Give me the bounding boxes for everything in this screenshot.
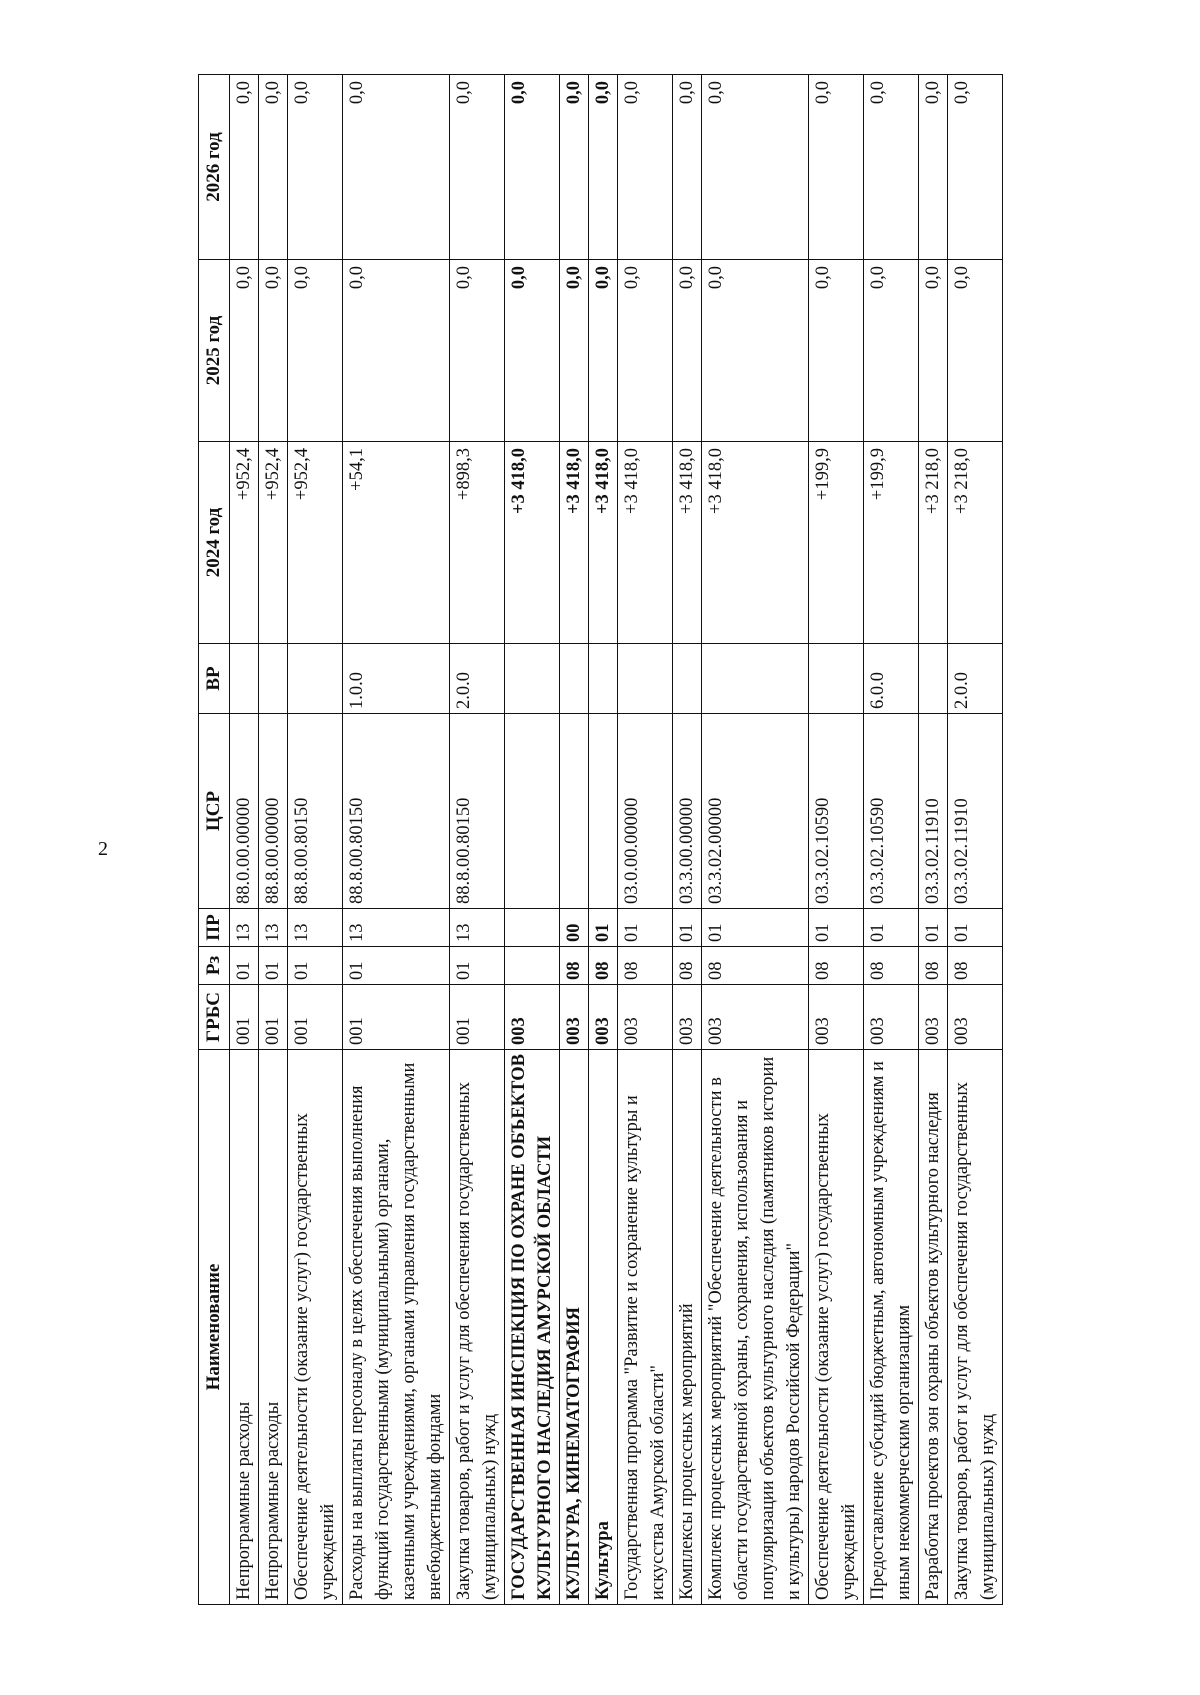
cell-pr: 13	[230, 909, 259, 947]
cell-csr	[589, 714, 618, 909]
cell-2026: 0,0	[864, 75, 919, 260]
cell-rz: 08	[673, 947, 702, 985]
table-row	[702, 75, 809, 1605]
cell-name: Закупка товаров, работ и услуг для обеспечения государственных (муниципальных) нужд	[450, 1050, 505, 1605]
table-row	[589, 75, 618, 1605]
rotated-table-container	[198, 75, 1058, 1605]
table-header-row	[199, 75, 230, 1605]
cell-csr	[560, 714, 589, 909]
cell-2025: 0,0	[673, 260, 702, 442]
cell-csr: 88.8.00.00000	[259, 714, 288, 909]
table-row	[948, 75, 1003, 1605]
cell-pr: 13	[343, 909, 450, 947]
cell-grbs: 003	[948, 985, 1003, 1050]
cell-vr	[809, 644, 864, 714]
cell-2024: +3 218,0	[948, 442, 1003, 644]
header-2026: 2026 год	[199, 75, 230, 260]
cell-vr: 2.0.0	[948, 644, 1003, 714]
cell-csr: 88.0.00.00000	[230, 714, 259, 909]
cell-rz: 08	[702, 947, 809, 985]
cell-pr: 01	[702, 909, 809, 947]
cell-vr	[589, 644, 618, 714]
cell-2024: +3 418,0	[702, 442, 809, 644]
cell-2025: 0,0	[809, 260, 864, 442]
cell-grbs: 001	[288, 985, 343, 1050]
cell-csr: 03.3.02.10590	[809, 714, 864, 909]
header-2025: 2025 год	[199, 260, 230, 442]
cell-2026: 0,0	[343, 75, 450, 260]
cell-rz: 01	[259, 947, 288, 985]
cell-2024: +54,1	[343, 442, 450, 644]
cell-2024: +3 218,0	[919, 442, 948, 644]
cell-2025: 0,0	[450, 260, 505, 442]
cell-pr	[505, 909, 560, 947]
cell-grbs: 001	[230, 985, 259, 1050]
cell-2026: 0,0	[589, 75, 618, 260]
cell-pr: 01	[673, 909, 702, 947]
table-row	[919, 75, 948, 1605]
header-name: Наименование	[199, 1050, 230, 1605]
cell-grbs: 001	[259, 985, 288, 1050]
cell-2025: 0,0	[259, 260, 288, 442]
cell-2026: 0,0	[673, 75, 702, 260]
cell-2026: 0,0	[560, 75, 589, 260]
cell-2026: 0,0	[259, 75, 288, 260]
cell-rz: 08	[809, 947, 864, 985]
cell-grbs: 003	[618, 985, 673, 1050]
cell-2024: +952,4	[288, 442, 343, 644]
cell-2025: 0,0	[505, 260, 560, 442]
cell-pr: 01	[948, 909, 1003, 947]
cell-grbs: 003	[589, 985, 618, 1050]
cell-2024: +952,4	[230, 442, 259, 644]
table-row	[230, 75, 259, 1605]
cell-2025: 0,0	[702, 260, 809, 442]
cell-name: Комплекс процессных мероприятий "Обеспечение деятельности в области государственной охраны, сохранения, использования и популяризации объектов культурного наследия (памятников истории и культуры) народов Российской Федерации"	[702, 1050, 809, 1605]
cell-csr: 03.3.02.00000	[702, 714, 809, 909]
cell-rz: 08	[919, 947, 948, 985]
cell-2024: +3 418,0	[673, 442, 702, 644]
cell-vr	[288, 644, 343, 714]
cell-2025: 0,0	[343, 260, 450, 442]
cell-name: Обеспечение деятельности (оказание услуг) государственных учреждений	[288, 1050, 343, 1605]
cell-vr	[230, 644, 259, 714]
cell-csr: 88.8.00.80150	[450, 714, 505, 909]
cell-pr: 13	[450, 909, 505, 947]
table-row	[343, 75, 450, 1605]
cell-pr: 01	[919, 909, 948, 947]
table-row	[560, 75, 589, 1605]
cell-name: Предоставление субсидий бюджетным, автономным учреждениям и иным некоммерческим организациям	[864, 1050, 919, 1605]
cell-pr: 00	[560, 909, 589, 947]
header-rz: Рз	[199, 947, 230, 985]
table-row	[259, 75, 288, 1605]
cell-rz: 08	[864, 947, 919, 985]
table-row	[673, 75, 702, 1605]
cell-2026: 0,0	[809, 75, 864, 260]
cell-2026: 0,0	[702, 75, 809, 260]
cell-rz: 01	[343, 947, 450, 985]
cell-vr	[259, 644, 288, 714]
cell-vr: 2.0.0	[450, 644, 505, 714]
cell-rz: 08	[589, 947, 618, 985]
table-row	[618, 75, 673, 1605]
cell-pr: 01	[809, 909, 864, 947]
cell-csr: 03.3.02.11910	[948, 714, 1003, 909]
cell-vr	[560, 644, 589, 714]
cell-pr: 01	[589, 909, 618, 947]
header-csr: ЦСР	[199, 714, 230, 909]
header-vr: ВР	[199, 644, 230, 714]
table-row	[450, 75, 505, 1605]
table-row	[809, 75, 864, 1605]
cell-rz	[505, 947, 560, 985]
cell-vr	[919, 644, 948, 714]
cell-pr: 13	[288, 909, 343, 947]
header-grbs: ГРБС	[199, 985, 230, 1050]
cell-rz: 01	[450, 947, 505, 985]
cell-2024: +199,9	[809, 442, 864, 644]
cell-vr	[702, 644, 809, 714]
cell-vr: 6.0.0	[864, 644, 919, 714]
cell-vr	[618, 644, 673, 714]
cell-name: Расходы на выплаты персоналу в целях обеспечения выполнения функций государственными (муниципальными) органами, казенными учреждениями, органами управления государственными внебюджетными фондами	[343, 1050, 450, 1605]
cell-rz: 08	[618, 947, 673, 985]
cell-grbs: 003	[702, 985, 809, 1050]
cell-grbs: 001	[343, 985, 450, 1050]
header-pr: ПР	[199, 909, 230, 947]
cell-csr	[505, 714, 560, 909]
cell-rz: 08	[560, 947, 589, 985]
cell-2024: +3 418,0	[505, 442, 560, 644]
cell-name: Закупка товаров, работ и услуг для обеспечения государственных (муниципальных) нужд	[948, 1050, 1003, 1605]
cell-2025: 0,0	[560, 260, 589, 442]
cell-name: Комплексы процессных мероприятий	[673, 1050, 702, 1605]
cell-grbs: 003	[809, 985, 864, 1050]
table-row	[505, 75, 560, 1605]
cell-name: Непрограммные расходы	[259, 1050, 288, 1605]
cell-name: Непрограммные расходы	[230, 1050, 259, 1605]
cell-pr: 01	[618, 909, 673, 947]
cell-2026: 0,0	[450, 75, 505, 260]
cell-csr: 03.0.00.00000	[618, 714, 673, 909]
cell-2024: +952,4	[259, 442, 288, 644]
cell-grbs: 003	[919, 985, 948, 1050]
cell-csr: 88.8.00.80150	[343, 714, 450, 909]
table-row	[864, 75, 919, 1605]
header-2024: 2024 год	[199, 442, 230, 644]
cell-rz: 01	[288, 947, 343, 985]
cell-2024: +3 418,0	[589, 442, 618, 644]
cell-2026: 0,0	[230, 75, 259, 260]
cell-2025: 0,0	[618, 260, 673, 442]
cell-rz: 01	[230, 947, 259, 985]
cell-name: Культура	[589, 1050, 618, 1605]
cell-grbs: 003	[505, 985, 560, 1050]
cell-2024: +898,3	[450, 442, 505, 644]
cell-pr: 01	[864, 909, 919, 947]
cell-2025: 0,0	[230, 260, 259, 442]
cell-2024: +199,9	[864, 442, 919, 644]
cell-2026: 0,0	[948, 75, 1003, 260]
cell-name: ГОСУДАРСТВЕННАЯ ИНСПЕКЦИЯ ПО ОХРАНЕ ОБЪЕКТОВ КУЛЬТУРНОГО НАСЛЕДИЯ АМУРСКОЙ ОБЛАСТИ	[505, 1050, 560, 1605]
page-number: 2	[98, 838, 108, 860]
cell-csr: 03.3.02.11910	[919, 714, 948, 909]
cell-name: Государственная программа "Развитие и сохранение культуры и искусства Амурской области"	[618, 1050, 673, 1605]
cell-2026: 0,0	[919, 75, 948, 260]
budget-table	[198, 74, 1003, 1605]
cell-2026: 0,0	[505, 75, 560, 260]
cell-csr: 03.3.00.00000	[673, 714, 702, 909]
cell-rz: 08	[948, 947, 1003, 985]
cell-grbs: 001	[450, 985, 505, 1050]
cell-name: КУЛЬТУРА, КИНЕМАТОГРАФИЯ	[560, 1050, 589, 1605]
cell-2025: 0,0	[948, 260, 1003, 442]
cell-2026: 0,0	[288, 75, 343, 260]
cell-grbs: 003	[673, 985, 702, 1050]
cell-name: Обеспечение деятельности (оказание услуг) государственных учреждений	[809, 1050, 864, 1605]
cell-2025: 0,0	[288, 260, 343, 442]
cell-vr	[505, 644, 560, 714]
cell-vr	[673, 644, 702, 714]
cell-2025: 0,0	[919, 260, 948, 442]
cell-2024: +3 418,0	[618, 442, 673, 644]
cell-grbs: 003	[560, 985, 589, 1050]
cell-grbs: 003	[864, 985, 919, 1050]
cell-2025: 0,0	[589, 260, 618, 442]
cell-vr: 1.0.0	[343, 644, 450, 714]
cell-csr: 03.3.02.10590	[864, 714, 919, 909]
cell-2025: 0,0	[864, 260, 919, 442]
table-row	[288, 75, 343, 1605]
cell-2024: +3 418,0	[560, 442, 589, 644]
cell-csr: 88.8.00.80150	[288, 714, 343, 909]
cell-name: Разработка проектов зон охраны объектов культурного наследия	[919, 1050, 948, 1605]
cell-pr: 13	[259, 909, 288, 947]
cell-2026: 0,0	[618, 75, 673, 260]
